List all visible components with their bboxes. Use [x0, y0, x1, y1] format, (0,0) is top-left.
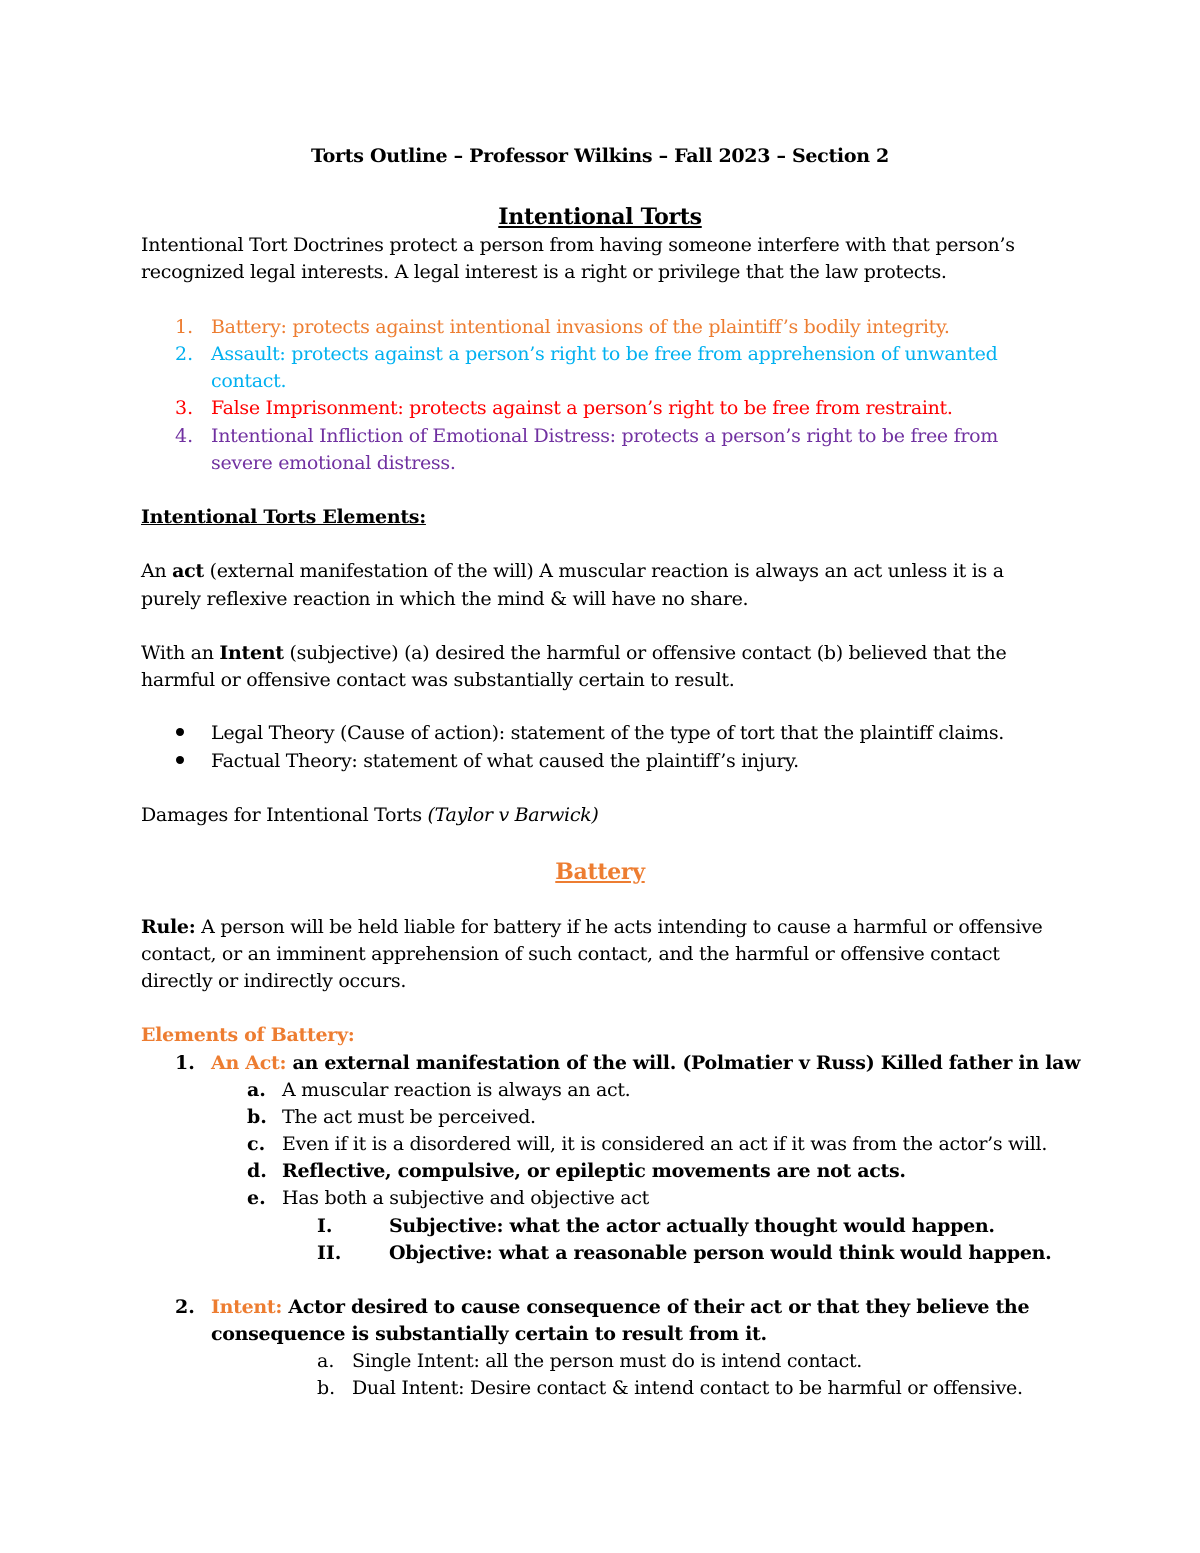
list-item-assault-cont: contact.: [211, 370, 287, 392]
bullet-item: Factual Theory: statement of what caused the plaintiff’s injury.: [211, 750, 799, 772]
list-number: 1.: [175, 1052, 195, 1074]
text-run: Actor desired to cause consequence of their act or that they believe the: [282, 1296, 1030, 1318]
sub-item: The act must be perceived.: [282, 1106, 536, 1128]
damages-line: [141, 802, 599, 829]
intro-paragraph-line: recognized legal interests. A legal interest is a right or privilege that the law protects.: [141, 261, 947, 283]
document-title: Torts Outline – Professor Wilkins – Fall 2023 – Section 2: [311, 145, 889, 167]
section-heading-battery: Battery: [555, 859, 645, 885]
rule-line: directly or indirectly occurs.: [141, 970, 407, 992]
list-item-false-imprisonment: False Imprisonment: protects against a person’s right to be free from restraint.: [211, 397, 953, 419]
list-item-iied-cont: severe emotional distress.: [211, 452, 456, 474]
rule-line: [141, 914, 1042, 941]
rule-line: contact, or an imminent apprehension of such contact, and the harmful or offensive contact: [141, 943, 1000, 965]
text-run: With an: [141, 642, 220, 664]
sub-letter: a.: [317, 1350, 335, 1372]
sub-letter: c.: [247, 1133, 266, 1155]
element-act: [211, 1050, 1080, 1077]
sub-letter: e.: [247, 1187, 266, 1209]
sub-letter: a.: [247, 1079, 266, 1101]
sub-letter: b.: [317, 1377, 336, 1399]
text-run: (subjective) (a) desired the harmful or offensive contact (b) believed that the: [283, 642, 1007, 664]
text-run: Damages for Intentional Torts: [141, 804, 428, 826]
rule-label: Rule:: [141, 916, 196, 938]
text-run: (external manifestation of the will) A muscular reaction is always an act unless it is a: [203, 560, 1004, 582]
sub-item: Dual Intent: Desire contact & intend contact to be harmful or offensive.: [352, 1377, 1023, 1399]
list-number: 1.: [175, 316, 194, 338]
list-number: 4.: [175, 425, 194, 447]
element-intent-cont: consequence is substantially certain to result from it.: [211, 1323, 767, 1345]
elements-of-battery-heading: Elements of Battery:: [141, 1024, 355, 1046]
sub-item: Has both a subjective and objective act: [282, 1187, 650, 1209]
roman-item: Subjective: what the actor actually thought would happen.: [389, 1215, 995, 1237]
bullet-item: Legal Theory (Cause of action): statement of the type of tort that the plaintiff claims.: [211, 722, 1005, 744]
roman-numeral: I.: [317, 1215, 333, 1237]
act-paragraph-line: [141, 558, 1004, 585]
intent-paragraph-line: [141, 640, 1006, 667]
sub-letter: d.: [247, 1160, 267, 1182]
sub-item: A muscular reaction is always an act.: [282, 1079, 631, 1101]
list-item-assault: Assault: protects against a person’s right to be free from apprehension of unwanted: [211, 343, 998, 365]
list-number: 2.: [175, 343, 194, 365]
intent-term: Intent: [219, 642, 284, 664]
text-run: An: [141, 560, 173, 582]
section-heading-intentional-torts: Intentional Torts: [498, 204, 702, 230]
act-term: act: [172, 560, 204, 582]
sub-item: Reflective, compulsive, or epileptic movements are not acts.: [282, 1160, 906, 1182]
intent-paragraph-line: harmful or offensive contact was substantially certain to result.: [141, 669, 735, 691]
sub-letter: b.: [247, 1106, 267, 1128]
elements-heading: Intentional Torts Elements:: [141, 506, 426, 528]
intro-paragraph-line: Intentional Tort Doctrines protect a person from having someone interfere with that person’s: [141, 234, 1015, 256]
list-number: 3.: [175, 397, 194, 419]
element-intent: [211, 1294, 1029, 1321]
sub-item: Single Intent: all the person must do is intend contact.: [352, 1350, 863, 1372]
bullet-icon: [176, 728, 184, 736]
sub-item: Even if it is a disordered will, it is considered an act if it was from the actor’s will.: [282, 1133, 1048, 1155]
roman-numeral: II.: [317, 1242, 342, 1264]
roman-item: Objective: what a reasonable person would think would happen.: [389, 1242, 1052, 1264]
text-run: an external manifestation of the will. (Polmatier v Russ) Killed father in law: [286, 1052, 1081, 1074]
list-item-battery: Battery: protects against intentional invasions of the plaintiff’s bodily integrity.: [211, 316, 950, 338]
text-run: A person will be held liable for battery if he acts intending to cause a harmful or offensive: [195, 916, 1043, 938]
element-label: An Act:: [211, 1052, 287, 1074]
list-item-iied: Intentional Infliction of Emotional Distress: protects a person’s right to be free from: [211, 425, 998, 447]
case-citation: (Taylor v Barwick): [427, 804, 599, 826]
element-label: Intent:: [211, 1296, 283, 1318]
list-number: 2.: [175, 1296, 195, 1318]
bullet-icon: [176, 756, 184, 764]
act-paragraph-line: purely reflexive reaction in which the mind & will have no share.: [141, 588, 749, 610]
